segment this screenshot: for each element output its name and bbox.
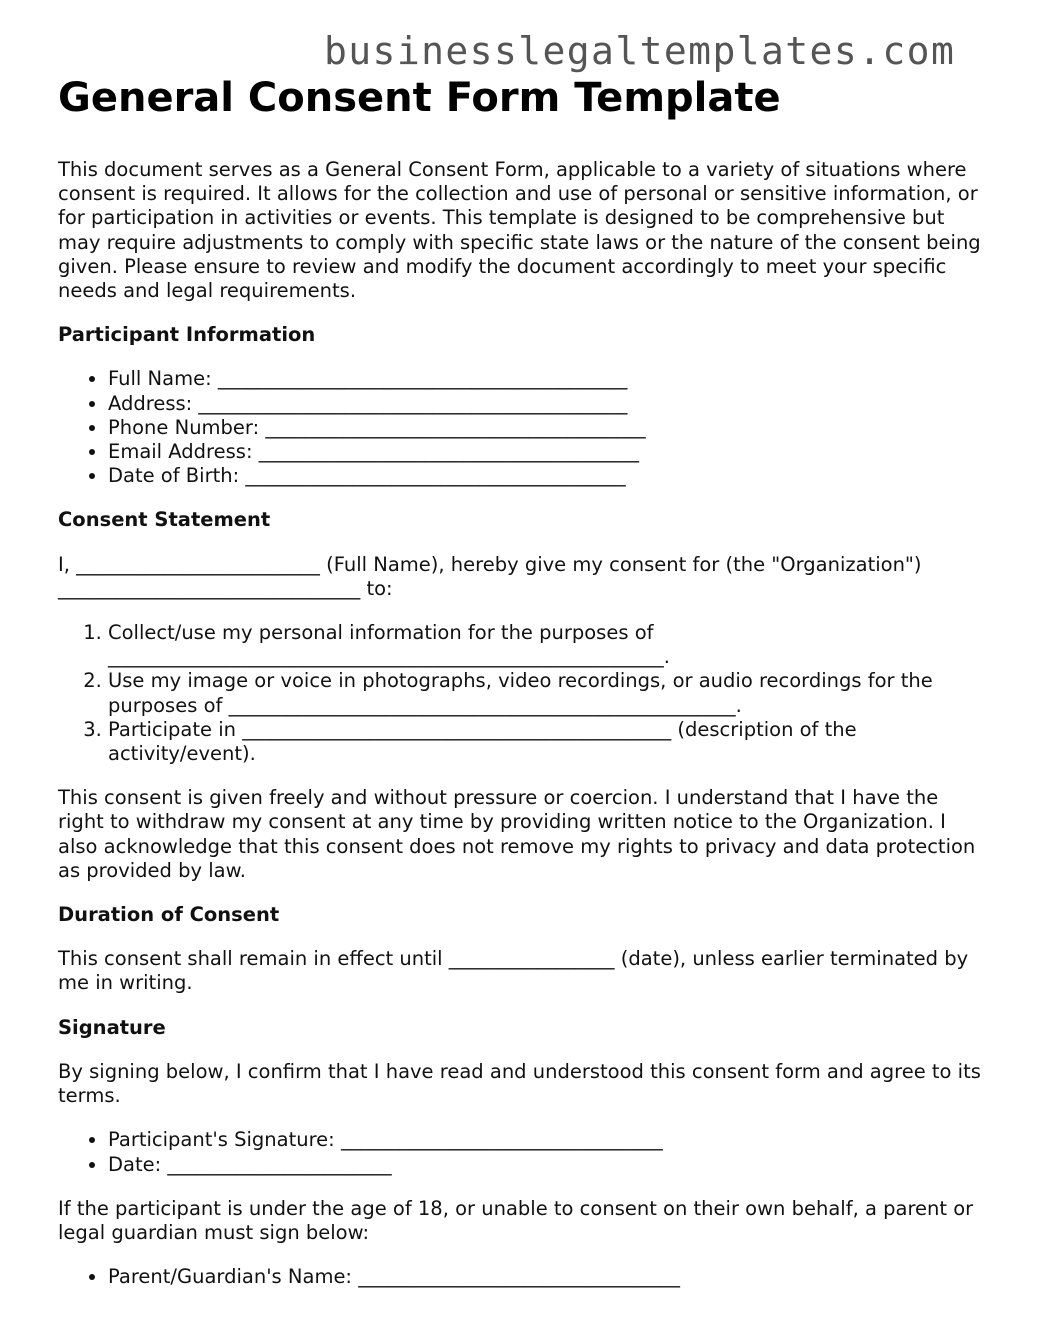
duration-paragraph: This consent shall remain in effect until _________________ (date), unless earlier terminated by me in writing.	[58, 947, 969, 995]
list-item-date-of-birth: • Date of Birth: _______________________________________	[108, 464, 988, 488]
document-body	[58, 72, 988, 1309]
guardian-list	[58, 1265, 988, 1289]
list-item-address: • Address: ____________________________________________	[108, 392, 988, 416]
consent-item-personal-info: 1. Collect/use my personal information for the purposes of _________________________________________________________.	[108, 621, 988, 669]
duration-heading: Duration of Consent	[58, 903, 280, 927]
page-title: General Consent Form Template	[58, 75, 781, 121]
participant-info-list	[58, 367, 988, 488]
list-item-signature-date: • Date: _______________________	[108, 1153, 988, 1177]
site-watermark: businesslegaltemplates.com	[324, 29, 956, 73]
consent-item-participate: 3. Participate in ____________________________________________ (description of the activity/event).	[108, 718, 988, 766]
intro-paragraph: This document serves as a General Consent Form, applicable to a variety of situations where consent is required. It allows for the collection and use of personal or sensitive information, or for participation in activities or events. This template is designed to be comprehensive but may require adjustments to comply with specific state laws or the nature of the consent being given. Please ensure to review and modify the document accordingly to meet your specific needs and legal requirements.	[58, 158, 981, 303]
signature-heading: Signature	[58, 1015, 166, 1039]
consent-items-list	[58, 621, 988, 766]
list-item-guardian-name: • Parent/Guardian's Name: _________________________________	[108, 1265, 988, 1289]
signature-paragraph: By signing below, I confirm that I have read and understood this consent form and agree to its terms.	[58, 1059, 981, 1108]
list-item-participant-signature: • Participant's Signature: _________________________________	[108, 1128, 988, 1152]
consent-item-image-voice: 2. Use my image or voice in photographs, video recordings, or audio recordings for the purposes of ____________________________________________________.	[108, 669, 988, 717]
list-item-email-address: • Email Address: _______________________________________	[108, 440, 988, 464]
guardian-paragraph: If the participant is under the age of 18, or unable to consent on their own behalf, a parent or legal guardian must sign below:	[58, 1196, 974, 1244]
signature-list	[58, 1128, 988, 1176]
list-item-phone-number: • Phone Number: _______________________________________	[108, 416, 988, 440]
consent-closing-paragraph: This consent is given freely and without pressure or coercion. I understand that I have the right to withdraw my consent at any time by providing written notice to the Organization. I also acknowledge that this consent does not remove my rights to privacy and data protection as provided by law.	[58, 786, 976, 882]
participant-info-heading: Participant Information	[58, 323, 316, 347]
consent-statement-intro: I, _________________________ (Full Name), hereby give my consent for (the "Organization") _______________________________ to:	[58, 552, 922, 600]
list-item-full-name: • Full Name: __________________________________________	[108, 367, 988, 391]
consent-statement-heading: Consent Statement	[58, 508, 271, 532]
